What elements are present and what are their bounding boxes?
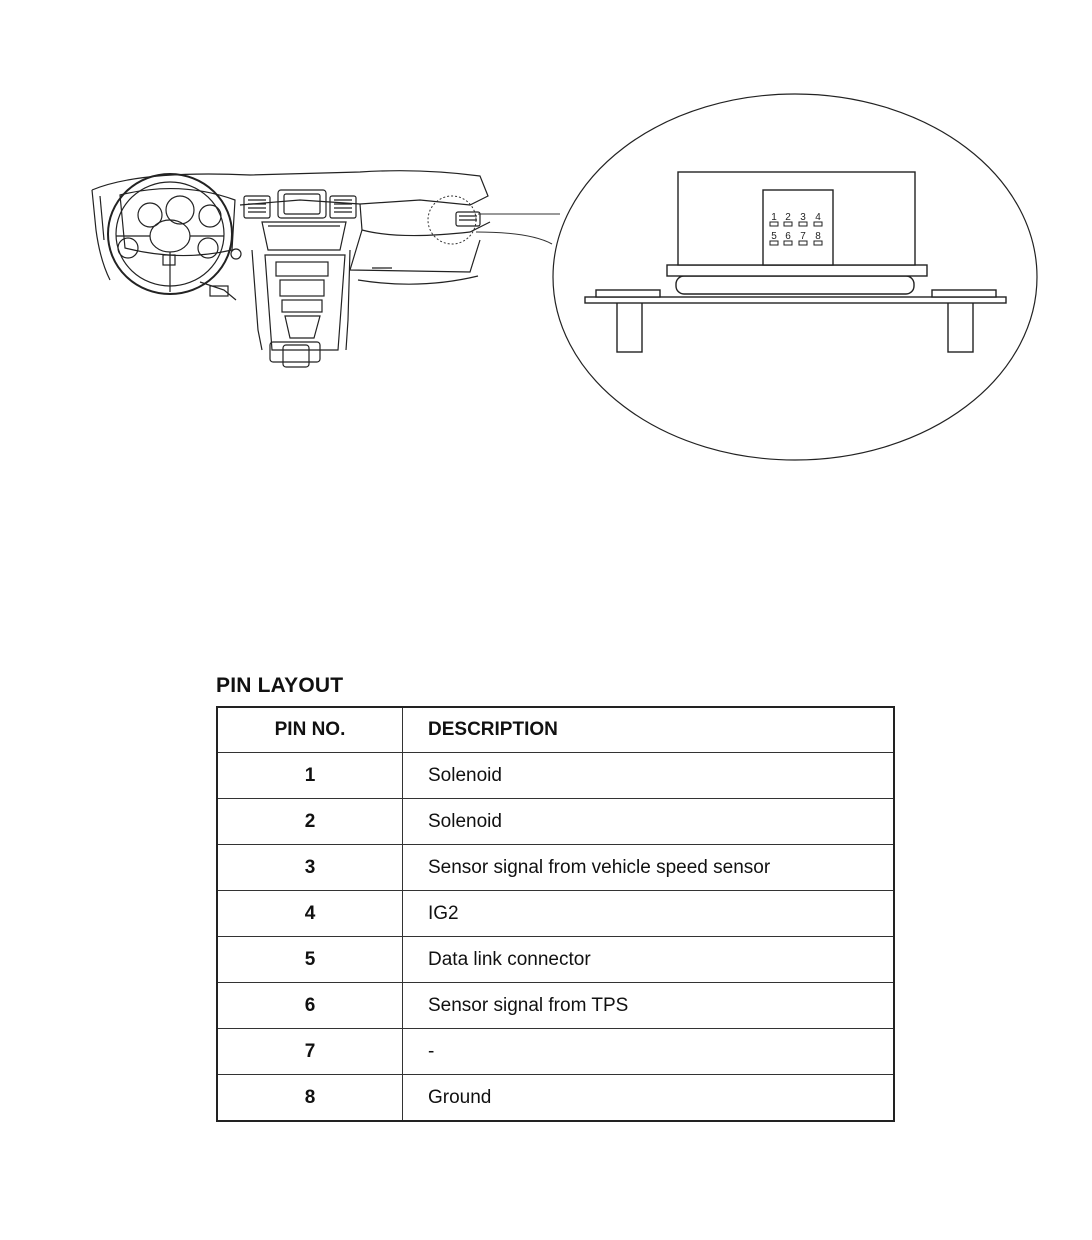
pin-number: 7 (217, 1029, 403, 1075)
pin-layout-table (216, 706, 895, 1122)
dashboard-illustration (92, 171, 490, 367)
table-row (217, 1029, 894, 1075)
pin-label: 3 (800, 212, 806, 223)
pin-layout-title: PIN LAYOUT (216, 674, 344, 697)
table-row (217, 1075, 894, 1122)
table-row (217, 983, 894, 1029)
pin-no-header: PIN NO. (217, 707, 403, 753)
description-header: DESCRIPTION (403, 707, 895, 753)
pin-number: 6 (217, 983, 403, 1029)
table-row (217, 937, 894, 983)
pin-label: 6 (785, 231, 791, 242)
pin-label: 7 (800, 231, 806, 242)
pin-description: Solenoid (403, 799, 895, 845)
table-row (217, 891, 894, 937)
pin-description: - (403, 1029, 895, 1075)
pin-description: Data link connector (403, 937, 895, 983)
pin-number: 3 (217, 845, 403, 891)
pin-description: Solenoid (403, 753, 895, 799)
pin-description: IG2 (403, 891, 895, 937)
pin-number: 5 (217, 937, 403, 983)
table-header-row (217, 707, 894, 753)
table-row (217, 753, 894, 799)
connector-detail (585, 172, 1006, 352)
pin-label: 5 (771, 231, 777, 242)
pin-number: 8 (217, 1075, 403, 1122)
pin-label: 1 (771, 212, 777, 223)
pin-number: 4 (217, 891, 403, 937)
table-row (217, 799, 894, 845)
pin-description: Sensor signal from vehicle speed sensor (403, 845, 895, 891)
pin-label: 8 (815, 231, 821, 242)
pin-label: 2 (785, 212, 791, 223)
pin-description: Ground (403, 1075, 895, 1122)
connector-location-diagram (0, 0, 1092, 480)
pin-description: Sensor signal from TPS (403, 983, 895, 1029)
pin-label: 4 (815, 212, 821, 223)
table-row (217, 845, 894, 891)
pin-number: 2 (217, 799, 403, 845)
pin-number: 1 (217, 753, 403, 799)
